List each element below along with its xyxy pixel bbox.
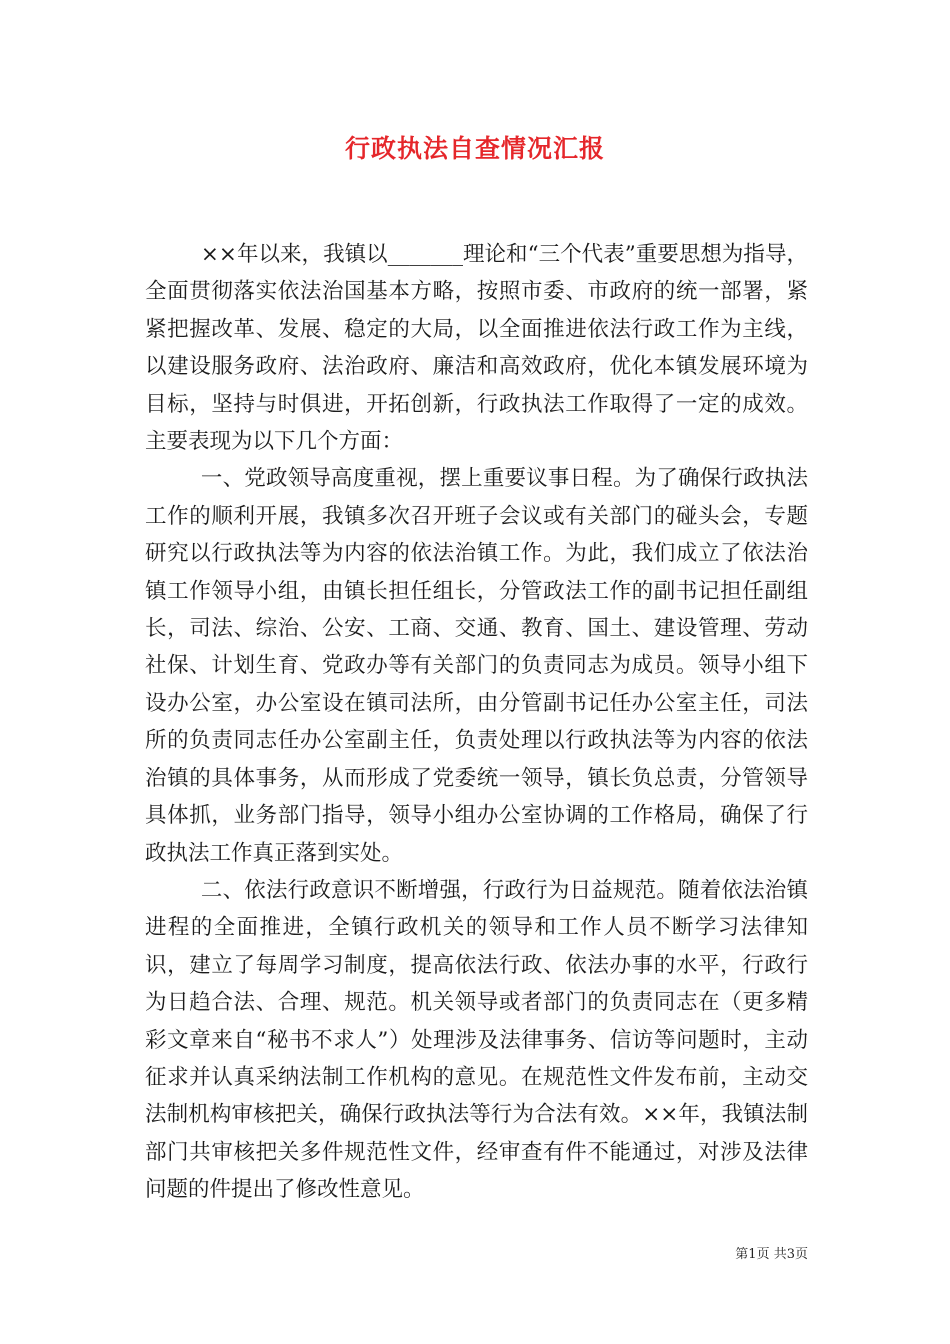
document-body (145, 236, 808, 1209)
document-title: 行政执法自查情况汇报 (344, 134, 605, 163)
paragraph-intro: ××年以来，我镇以_______理论和“三个代表”重要思想为指导，全面贯彻落实依法治国基本方略，按照市委、市政府的统一部署，紧紧把握改革、发展、稳定的大局，以全面推进依法行政工作为主线，以建设服务政府、法治政府、廉洁和高效政府，优化本镇发展环境为目标，坚持与时俱进，开拓创新，行政执法工作取得了一定的成效。主要表现为以下几个方面： (145, 242, 808, 455)
page-label-middle: 页 共 (756, 1247, 787, 1262)
paragraph-section-one: 一、党政领导高度重视，摆上重要议事日程。为了确保行政执法工作的顺利开展，我镇多次召开班子会议或有关部门的碰头会，专题研究以行政执法等为内容的依法治镇工作。为此，我们成立了依法治镇工作领导小组，由镇长担任组长，分管政法工作的副书记担任副组长，司法、综治、公安、工商、交通、教育、国土、建设管理、劳动社保、计划生育、党政办等有关部门的负责同志为成员。领导小组下设办公室，办公室设在镇司法所，由分管副书记任办公室主任，司法所的负责同志任办公室副主任，负责处理以行政执法等为内容的依法治镇的具体事务，从而形成了党委统一领导，镇长负总责，分管领导具体抓，业务部门指导，领导小组办公室协调的工作格局，确保了行政执法工作真正落到实处。 (145, 466, 808, 866)
paragraph-section-two: 二、依法行政意识不断增强，行政行为日益规范。随着依法治镇进程的全面推进，全镇行政机关的领导和工作人员不断学习法律知识，建立了每周学习制度，提高依法行政、依法办事的水平，行政行为日趋合法、合理、规范。机关领导或者部门的负责同志在（更多精彩文章来自“秘书不求人”）处理涉及法律事务、信访等问题时，主动征求并认真采纳法制工作机构的意见。在规范性文件发布前，主动交法制机构审核把关，确保行政执法等行为合法有效。××年，我镇法制部门共审核把关多件规范性文件，经审查有件不能通过，对涉及法律问题的件提出了修改性意见。 (145, 877, 808, 1203)
page-footer (0, 1246, 808, 1264)
page-current: 1 (748, 1247, 757, 1262)
page-total: 3 (786, 1247, 795, 1262)
page-label-prefix: 第 (735, 1247, 749, 1262)
page-label-suffix: 页 (794, 1247, 808, 1262)
